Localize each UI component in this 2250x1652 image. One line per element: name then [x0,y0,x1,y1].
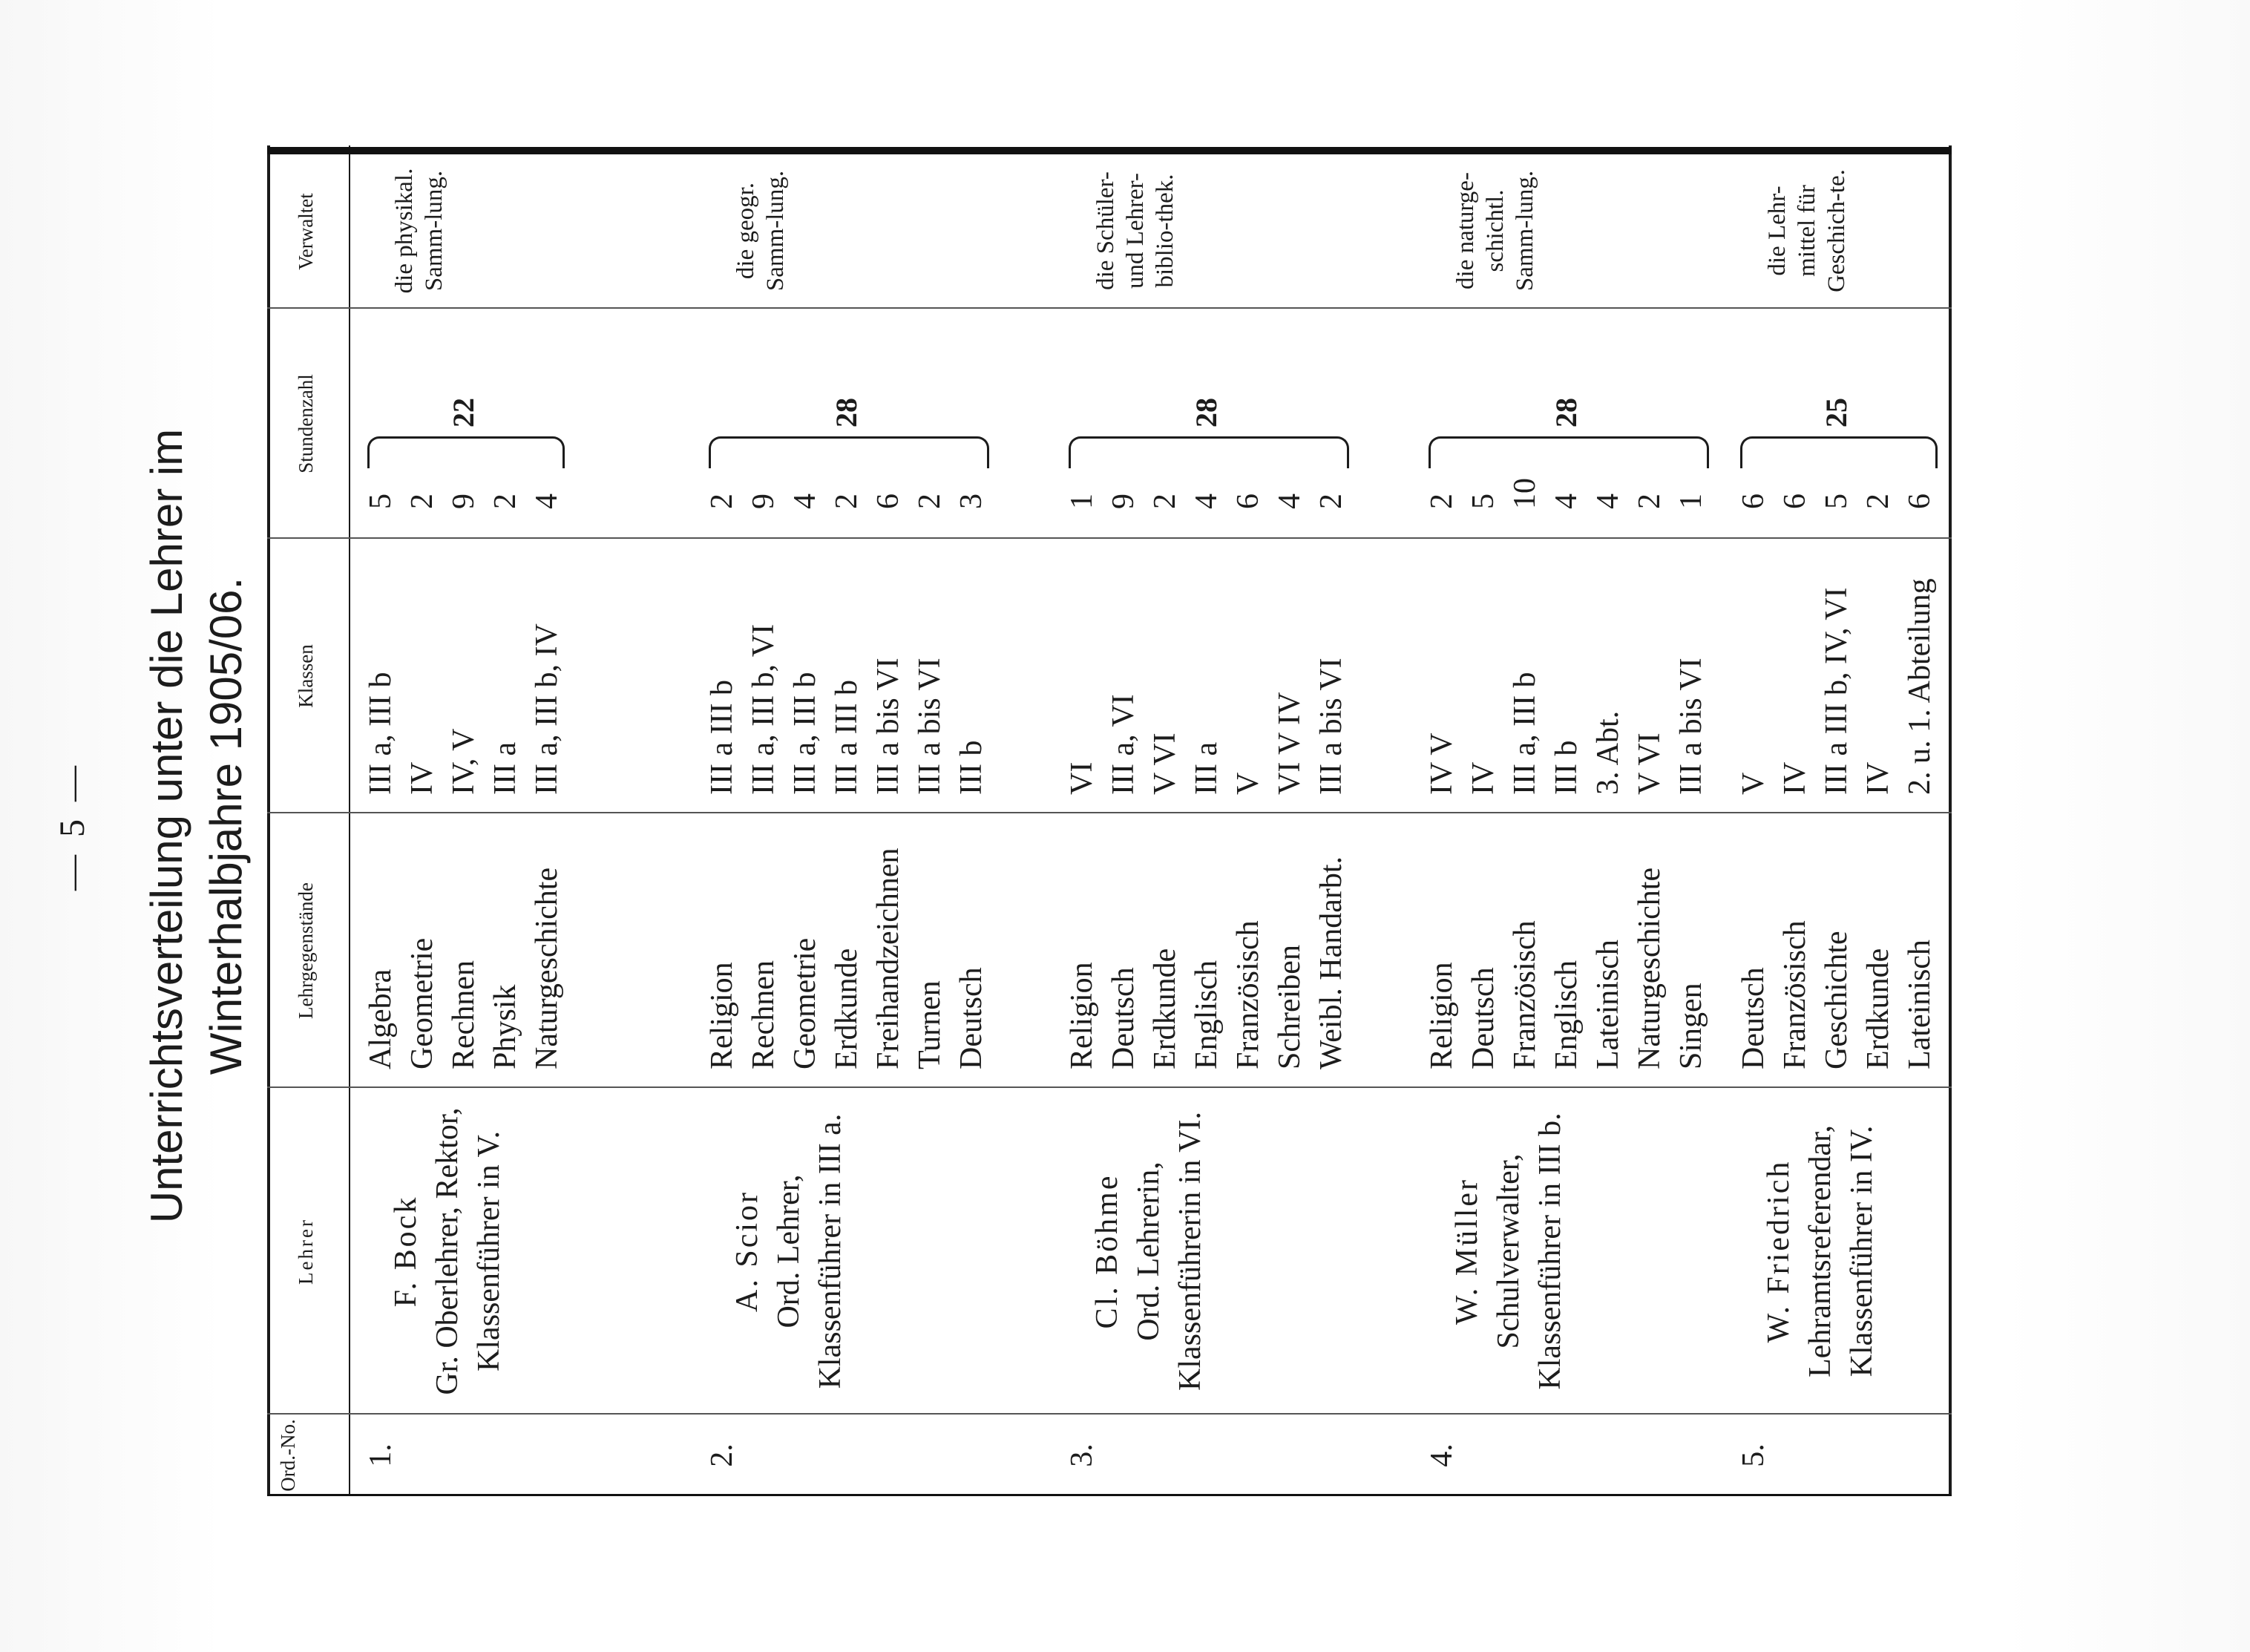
hours-item: 4 [1549,494,1584,509]
hours-brace [1069,436,1349,468]
header-ord: Ord.-No. [277,1419,299,1492]
class-item: IV [1778,761,1812,795]
class-item: III a [488,741,522,795]
teacher-name: Cl. Böhme [1089,1173,1124,1329]
hours-item: 5 [1820,494,1854,509]
hours-brace [367,436,565,468]
teacher-number: 4. [1425,1443,1459,1467]
subject-item: Turnen [913,980,947,1069]
subject-item: Freihandzeichnen [871,848,905,1069]
subject-item: Naturgeschichte [1633,867,1667,1069]
header-lehrer: Lehrer [295,1218,317,1285]
hours-item: 6 [1778,494,1812,509]
class-item: IV [1466,761,1500,795]
subject-item: Religion [705,962,739,1069]
hours-item: 2 [405,494,439,509]
subject-item: Erdkunde [1148,948,1182,1069]
hours-item: 2 [1633,494,1667,509]
hours-total: 28 [830,398,863,427]
hours-item: 6 [1736,494,1771,509]
hours-brace [1740,436,1938,468]
hours-item: 2 [1148,494,1182,509]
administers-note: die naturge-schichtl. Samm-lung. [1452,170,1538,292]
class-item: VI V IV [1273,692,1307,795]
page-title-line-2: Winterhalbjahre 1905/06. [201,577,251,1075]
page-title-line-1: Unterrichtsverteilung unter die Lehrer im [142,428,191,1224]
class-item: III a, III b [788,672,822,795]
class-item: III a III b, IV, VI [1820,587,1854,795]
header-verwaltet: Verwaltet [295,193,317,270]
hours-item: 5 [1466,494,1500,509]
subject-item: Weibl. Handarbt. [1314,856,1348,1069]
page-number: — 5 — [53,761,92,891]
class-item: III a, III b, IV [530,623,564,795]
subject-item: Deutsch [1466,967,1500,1069]
subject-item: Englisch [1190,960,1224,1069]
header-klassen: Klassen [295,644,317,708]
hours-item: 9 [447,494,481,509]
subject-item: Lateinisch [1903,940,1937,1069]
class-item: III a III b [830,679,864,795]
class-item: IV, V [447,728,481,795]
class-item: IV [405,761,439,795]
teacher-number: 2. [705,1443,739,1467]
hours-brace [1429,436,1709,468]
hours-total: 28 [1549,398,1583,427]
subject-item: Erdkunde [1861,948,1895,1069]
teacher-name: W. Friedrich [1761,1159,1796,1343]
teacher-table [267,145,1952,1496]
subject-item: Deutsch [1736,967,1771,1069]
class-item: V [1736,772,1771,795]
teacher-title-line: Klassenführer in III a. [813,1113,847,1389]
subject-item: Französisch [1231,920,1265,1069]
class-item: 2. u. 1. Abteilung [1903,578,1937,795]
subject-item: Geschichte [1820,931,1854,1069]
hours-item: 1 [1674,494,1708,509]
subject-item: Deutsch [1106,967,1141,1069]
table-top-rule [267,145,270,1496]
class-item: III a bis VI [871,658,905,795]
hours-total: 25 [1820,398,1853,427]
teacher-title-line: Ord. Lehrerin, [1131,1161,1166,1341]
hours-item: 6 [1903,494,1937,509]
hours-item: 1 [1065,494,1099,509]
hours-item: 2 [1314,494,1348,509]
subject-item: Lateinisch [1591,940,1625,1069]
hours-item: 3 [954,494,988,509]
class-item: III b [1549,740,1584,795]
administers-note: die Schüler-und Lehrer-biblio-thek. [1092,171,1178,290]
subject-item: Singen [1674,983,1708,1069]
subject-item: Geometrie [405,937,439,1069]
header-stunden: Stundenzahl [295,374,317,473]
class-item: III a bis VI [1674,658,1708,795]
col-rule-4 [267,537,1952,539]
hours-total: 28 [1190,398,1223,427]
hours-item: 9 [747,494,781,509]
class-item: VI [1065,761,1099,795]
subject-item: Englisch [1549,960,1584,1069]
class-item: V [1231,772,1265,795]
teacher-title-line: Schulverwalter, [1491,1153,1526,1349]
subject-item: Schreiben [1273,945,1307,1069]
class-item: V VI [1148,732,1182,795]
col-rule-3 [267,812,1952,813]
class-item: V VI [1633,732,1667,795]
hours-item: 10 [1508,478,1542,509]
administers-note: die Lehr-mittel für Geschich-te. [1764,169,1850,292]
class-item: III a, VI [1106,694,1141,795]
class-item: III a [1190,741,1224,795]
class-item: IV [1861,761,1895,795]
header-rule [349,145,350,1496]
hours-item: 2 [913,494,947,509]
class-item: III a, III b [1508,672,1542,795]
subject-item: Physik [488,984,522,1069]
subject-item: Französisch [1778,920,1812,1069]
hours-item: 2 [705,494,739,509]
subject-item: Erdkunde [830,948,864,1069]
col-rule-5 [267,307,1952,309]
hours-item: 6 [871,494,905,509]
subject-item: Algebra [364,968,398,1069]
table-bottom-rule [1949,145,1952,1496]
class-item: III a bis VI [1314,658,1348,795]
hours-item: 2 [488,494,522,509]
hours-brace [709,436,989,468]
class-item: III a bis VI [913,658,947,795]
hours-item: 4 [530,494,564,509]
subject-item: Religion [1065,962,1099,1069]
teacher-name: F. Bock [388,1195,423,1308]
hours-item: 2 [1425,494,1459,509]
subject-item: Rechnen [447,960,481,1069]
teacher-title-line: Klassenführer in V. [471,1131,506,1371]
subject-item: Naturgeschichte [530,867,564,1069]
hours-item: 2 [830,494,864,509]
teacher-number: 3. [1065,1443,1099,1467]
teacher-title-line: Gr. Oberlehrer, Rektor, [430,1107,465,1395]
class-item: III a, III b [364,672,398,795]
teacher-title-line: Klassenführerin in VI. [1172,1112,1207,1391]
teacher-title-line: Ord. Lehrer, [771,1174,806,1328]
teacher-number: 5. [1736,1443,1771,1467]
class-item: III b [954,740,988,795]
class-item: III a III b [705,679,739,795]
subject-item: Deutsch [954,967,988,1069]
class-item: 3. Abt. [1591,710,1625,795]
header-gegenstaende: Lehrgegenstände [295,882,317,1019]
hours-item: 4 [788,494,822,509]
subject-item: Geometrie [788,937,822,1069]
teacher-title-line: Klassenführer in III b. [1532,1112,1567,1390]
hours-total: 22 [447,398,480,427]
teacher-number: 1. [364,1443,398,1467]
teacher-title-line: Klassenführer in IV. [1844,1125,1879,1377]
subject-item: Religion [1425,962,1459,1069]
subject-item: Französisch [1508,920,1542,1069]
class-item: III a, III b, VI [747,623,781,795]
table-right-rule [267,147,1952,154]
teacher-name: A. Scior [729,1190,764,1312]
hours-item: 5 [364,494,398,509]
subject-item: Rechnen [747,960,781,1069]
teacher-title-line: Lehramtsreferendar, [1803,1125,1837,1377]
administers-note: die physikal. Samm-lung. [391,168,447,294]
hours-item: 4 [1273,494,1307,509]
hours-item: 4 [1591,494,1625,509]
hours-item: 4 [1190,494,1224,509]
teacher-name: W. Müller [1449,1177,1484,1325]
table-left-rule [267,1494,1952,1496]
hours-item: 9 [1106,494,1141,509]
administers-note: die geogr. Samm-lung. [732,170,789,292]
hours-item: 2 [1861,494,1895,509]
hours-item: 6 [1231,494,1265,509]
class-item: IV V [1425,732,1459,795]
